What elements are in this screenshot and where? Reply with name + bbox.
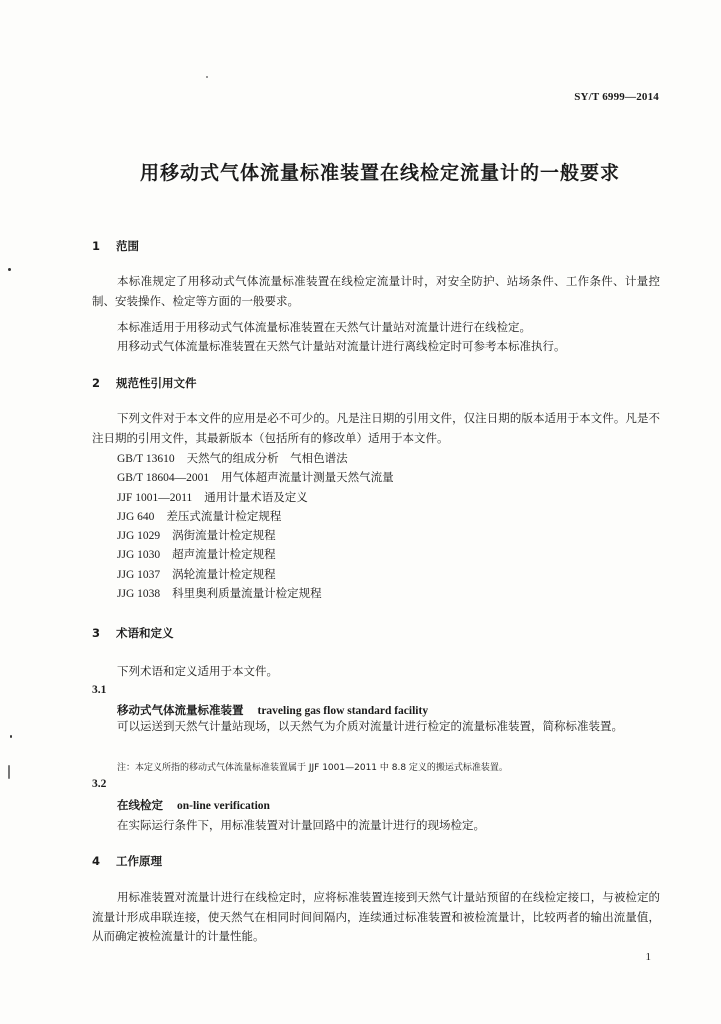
section-2-intro: 下列文件对于本文件的应用是必不可少的。凡是注日期的引用文件，仅注日期的版本适用于本文件。凡是不注日期的引用文件，其最新版本（包括所有的修改单）适用于本文件。 — [92, 411, 660, 445]
reference-item — [117, 450, 348, 466]
section-1-heading — [92, 238, 139, 254]
reference-code: GB/T 18604—2001 — [117, 472, 210, 484]
section-2-heading — [92, 375, 197, 391]
term-entry — [117, 797, 270, 813]
section-4-heading — [92, 853, 162, 869]
section-4-paragraph-1: 用标准装置对流量计进行在线检定时，应将标准装置连接到天然气计量站预留的在线检定接口，与被检定的流量计形成串联连接，使天然气在相同时间间隔内，连续通过标准装置和被检流量计，比较两者的输出流量值，从而确定被检流量计的计量性能。 — [92, 890, 660, 943]
page-number: 1 — [645, 951, 651, 963]
term-chinese: 移动式气体流量标准装置 — [117, 703, 244, 717]
reference-item — [117, 546, 276, 562]
reference-title: 差压式流量计检定规程 — [166, 509, 282, 523]
term-entry — [117, 702, 428, 718]
reference-code: JJG 1030 — [117, 549, 161, 561]
document-title: 用移动式气体流量标准装置在线检定流量计的一般要求 — [139, 162, 620, 184]
scan-speck — [206, 76, 208, 78]
reference-item — [117, 527, 276, 543]
section-number: 4 — [92, 854, 101, 868]
reference-item — [117, 508, 281, 524]
clause-number: 3.1 — [92, 684, 107, 696]
term-definition: 可以运送到天然气计量站现场，以天然气为介质对流量计进行检定的流量标准装置，简称标准装置。 — [117, 719, 623, 733]
reference-title: 天然气的组成分析 气相色谱法 — [186, 451, 348, 465]
reference-code: JJG 1038 — [117, 588, 161, 600]
reference-item — [117, 489, 308, 505]
reference-item — [117, 585, 322, 601]
reference-title: 通用计量术语及定义 — [204, 490, 308, 504]
reference-title: 涡街流量计检定规程 — [172, 528, 276, 542]
section-title: 范围 — [116, 239, 139, 253]
section-1-paragraph-2: 本标准适用于用移动式气体流量标准装置在天然气计量站对流量计进行在线检定。 — [117, 320, 531, 334]
reference-code: GB/T 13610 — [117, 453, 175, 465]
section-1-paragraph-1: 本标准规定了用移动式气体流量标准装置在线检定流量计时，对安全防护、站场条件、工作条件、计量控制、安装操作、检定等方面的一般要求。 — [92, 274, 660, 308]
section-1-paragraph-3: 用移动式气体流量标准装置在天然气计量站对流量计进行离线检定时可参考本标准执行。 — [117, 339, 566, 353]
section-number: 1 — [92, 239, 101, 253]
reference-code: JJF 1001—2011 — [117, 492, 193, 504]
reference-item — [117, 566, 276, 582]
term-english: traveling gas flow standard facility — [257, 705, 429, 717]
reference-code: JJG 640 — [117, 511, 155, 523]
section-number: 3 — [92, 626, 101, 640]
reference-item — [117, 469, 394, 485]
section-title: 术语和定义 — [116, 626, 174, 640]
section-title: 规范性引用文件 — [116, 376, 197, 390]
section-3-heading — [92, 625, 174, 641]
standard-code: SY/T 6999—2014 — [574, 91, 659, 103]
reference-title: 超声流量计检定规程 — [172, 547, 276, 561]
reference-title: 用气体超声流量计测量天然气流量 — [221, 470, 394, 484]
section-number: 2 — [92, 376, 101, 390]
reference-code: JJG 1037 — [117, 569, 161, 581]
scan-speck — [8, 765, 10, 779]
term-english: on-line verification — [177, 800, 270, 812]
reference-code: JJG 1029 — [117, 530, 161, 542]
clause-number: 3.2 — [92, 778, 107, 790]
term-note: 注：本定义所指的移动式气体流量标准装置属于 JJF 1001—2011 中 8.8 定义的搬运式标准装置。 — [117, 763, 508, 773]
term-definition: 在实际运行条件下，用标准装置对计量回路中的流量计进行的现场检定。 — [117, 818, 485, 832]
section-3-intro: 下列术语和定义适用于本文件。 — [117, 664, 278, 678]
reference-title: 科里奥利质量流量计检定规程 — [172, 586, 322, 600]
reference-title: 涡轮流量计检定规程 — [172, 567, 276, 581]
term-chinese: 在线检定 — [117, 798, 163, 812]
scan-speck — [10, 735, 12, 738]
section-title: 工作原理 — [116, 854, 162, 868]
scan-speck — [8, 268, 11, 271]
